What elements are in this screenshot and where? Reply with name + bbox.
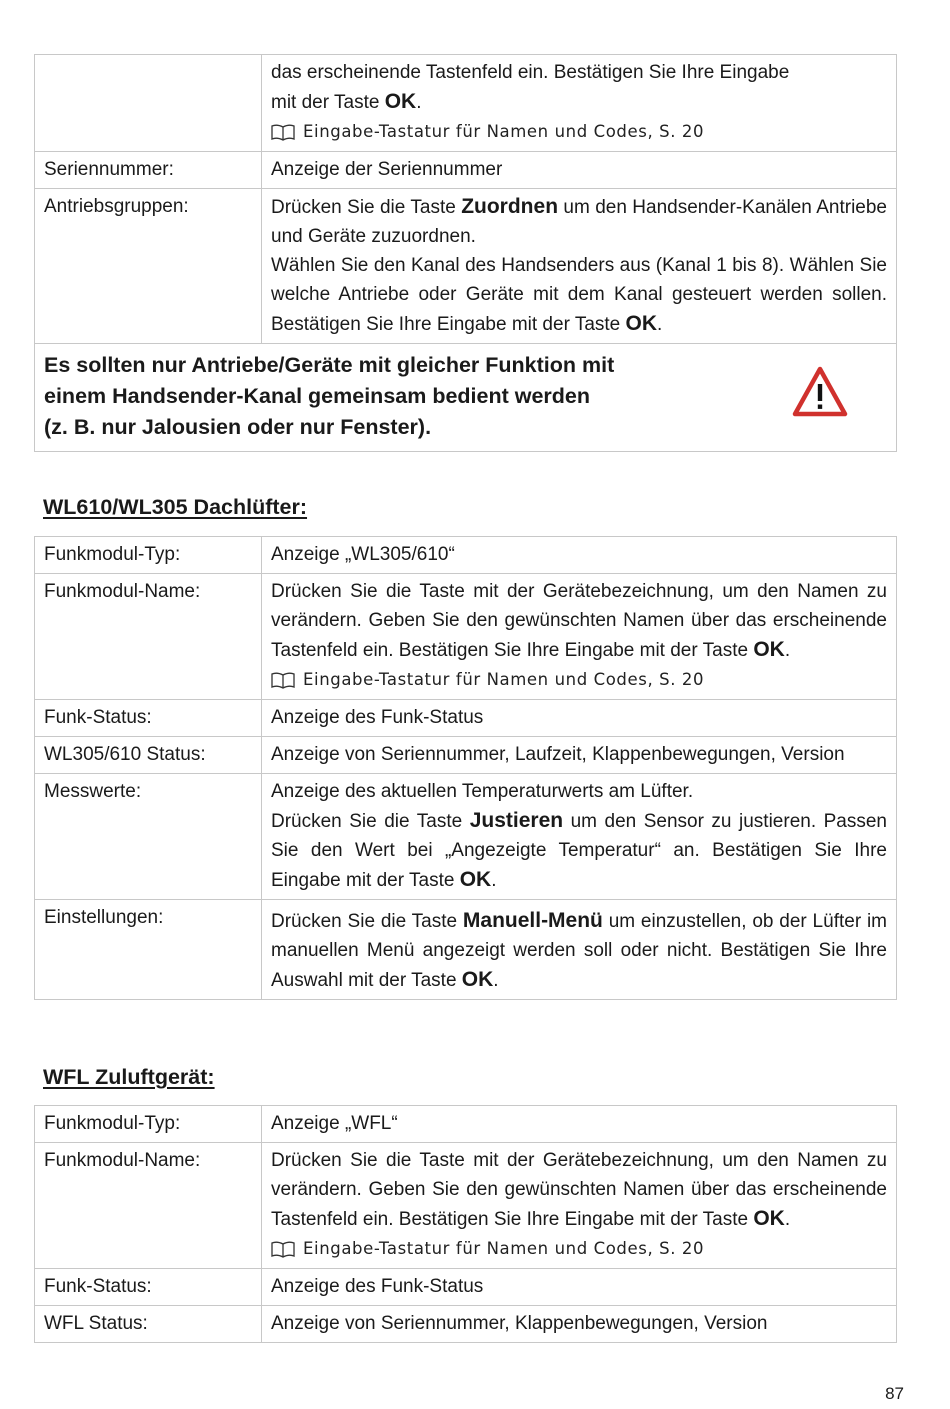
desc-line [271,87,887,117]
warning-row [35,344,897,452]
row-description: Anzeige „WL305/610“ [262,537,897,574]
row-description: Anzeige von Seriennummer, Klappenbewegungen, Version [262,1306,897,1343]
desc-text: . [491,870,497,891]
table-row [35,537,897,574]
row-label: Seriennummer: [35,152,262,189]
row-description [262,1143,897,1269]
row-description: Anzeige der Seriennummer [262,152,897,189]
table-row [35,700,897,737]
desc-text: Drücken Sie die Taste mit der Gerätebezeichnung, um den Namen zu verändern. Geben Sie den gewünschten Namen über das erscheinende Tastenfeld ein. Bestätigen Sie Ihre Eingabe mit der Taste [271,581,887,661]
row-description: Anzeige von Seriennummer, Laufzeit, Klappenbewegungen, Version [262,737,897,774]
row-description: Anzeige des Funk-Status [262,700,897,737]
book-icon [271,672,295,689]
warning-box [35,344,897,452]
reference-text: Eingabe-Tastatur für Namen und Codes, S. 20 [303,670,705,689]
key-justieren: Justieren [469,809,564,832]
warning-line: (z. B. nur Jalousien oder nur Fenster). [44,415,432,439]
desc-text: . [493,970,499,991]
desc-text: um den Sensor zu justieren. Passen Sie den Wert bei „Angezeigte Temperatur“ an. Bestätigen Sie Ihre Eingabe mit der Taste [271,811,887,891]
table-row [35,1269,897,1306]
reference-link[interactable] [271,665,887,695]
desc-text: Drücken Sie die Taste mit der Gerätebezeichnung, um den Namen zu verändern. Geben Sie den gewünschten Namen über das erscheinende Tastenfeld ein. Bestätigen Sie Ihre Eingabe mit der Taste [271,1150,887,1230]
desc-text: um einzustellen, ob der Lüfter im manuellen Menü angezeigt werden soll oder nicht. Bestätigen Sie Ihre Auswahl mit der Taste [271,911,888,991]
reference-text: Eingabe-Tastatur für Namen und Codes, S. 20 [303,1239,705,1258]
desc-text: . [657,314,663,335]
key-manuell-menue: Manuell-Menü [462,909,603,932]
book-icon [271,124,295,141]
desc-line: Anzeige des aktuellen Temperaturwerts am Lüfter. [271,781,694,802]
table-row [35,900,897,1000]
table-row [35,1106,897,1143]
table-row [35,152,897,189]
book-icon [271,1241,295,1258]
desc-text: Drücken Sie die Taste [271,911,463,932]
row-label: Funkmodul-Name: [35,1143,262,1269]
desc-text: . [784,1209,791,1230]
row-description: Anzeige des Funk-Status [262,1269,897,1306]
row-label [35,55,262,152]
desc-line: das erscheinende Tastenfeld ein. Bestätigen Sie Ihre Eingabe [271,62,790,83]
ok-key: OK [753,638,785,661]
row-label: Funk-Status: [35,700,262,737]
desc-text: Drücken Sie die Taste [271,197,462,218]
table-row [35,737,897,774]
warning-text [44,350,744,443]
table-zuluftgeraet [34,1105,897,1343]
reference-text: Eingabe-Tastatur für Namen und Codes, S. 20 [303,122,705,141]
table-row [35,574,897,700]
desc-text: Drücken Sie die Taste [271,811,470,832]
key-zuordnen: Zuordnen [461,195,559,218]
row-label: Funkmodul-Name: [35,574,262,700]
reference-link[interactable] [271,117,887,147]
row-description [262,55,897,152]
table-continued [34,54,897,452]
reference-link[interactable] [271,1234,887,1264]
table-row [35,774,897,900]
page-number: 87 [885,1384,904,1403]
row-label: WFL Status: [35,1306,262,1343]
desc-text: . [784,640,791,661]
table-row [35,189,897,344]
ok-key: OK [625,312,658,335]
row-description [262,900,897,1000]
ok-key: OK [459,868,492,891]
row-label: Funkmodul-Typ: [35,537,262,574]
table-row [35,1143,897,1269]
row-label: WL305/610 Status: [35,737,262,774]
ok-key: OK [384,90,417,113]
table-row [35,55,897,152]
row-label: Einstellungen: [35,900,262,1000]
section-heading-dachluefter: WL610/WL305 Dachlüfter: [43,495,308,519]
row-description [262,189,897,344]
row-label: Messwerte: [35,774,262,900]
warning-line: Es sollten nur Antriebe/Geräte mit gleicher Funktion mit [44,353,615,377]
warning-triangle-icon [792,366,848,418]
row-label: Funk-Status: [35,1269,262,1306]
row-description: Anzeige „WFL“ [262,1106,897,1143]
row-description [262,574,897,700]
warning-line: einem Handsender-Kanal gemeinsam bedient werden [44,384,591,408]
table-row [35,1306,897,1343]
desc-text: mit der Taste [271,92,385,113]
desc-text: Wählen Sie den Kanal des Handsenders aus (Kanal 1 bis 8). Wählen Sie welche Antriebe oder Geräte mit dem Kanal gesteuert werden sollen. Bestätigen Sie Ihre Eingabe mit der Taste [271,255,887,335]
ok-key: OK [753,1207,785,1230]
desc-text: um den Handsender-Kanälen Antriebe und Geräte zuzuordnen. [271,197,887,247]
row-label: Funkmodul-Typ: [35,1106,262,1143]
section-heading-zuluftgeraet: WFL Zuluftgerät: [43,1065,215,1089]
ok-key: OK [461,968,494,991]
row-label: Antriebsgruppen: [35,189,262,344]
table-dachluefter [34,536,897,1000]
desc-text: . [416,92,422,113]
row-description [262,774,897,900]
